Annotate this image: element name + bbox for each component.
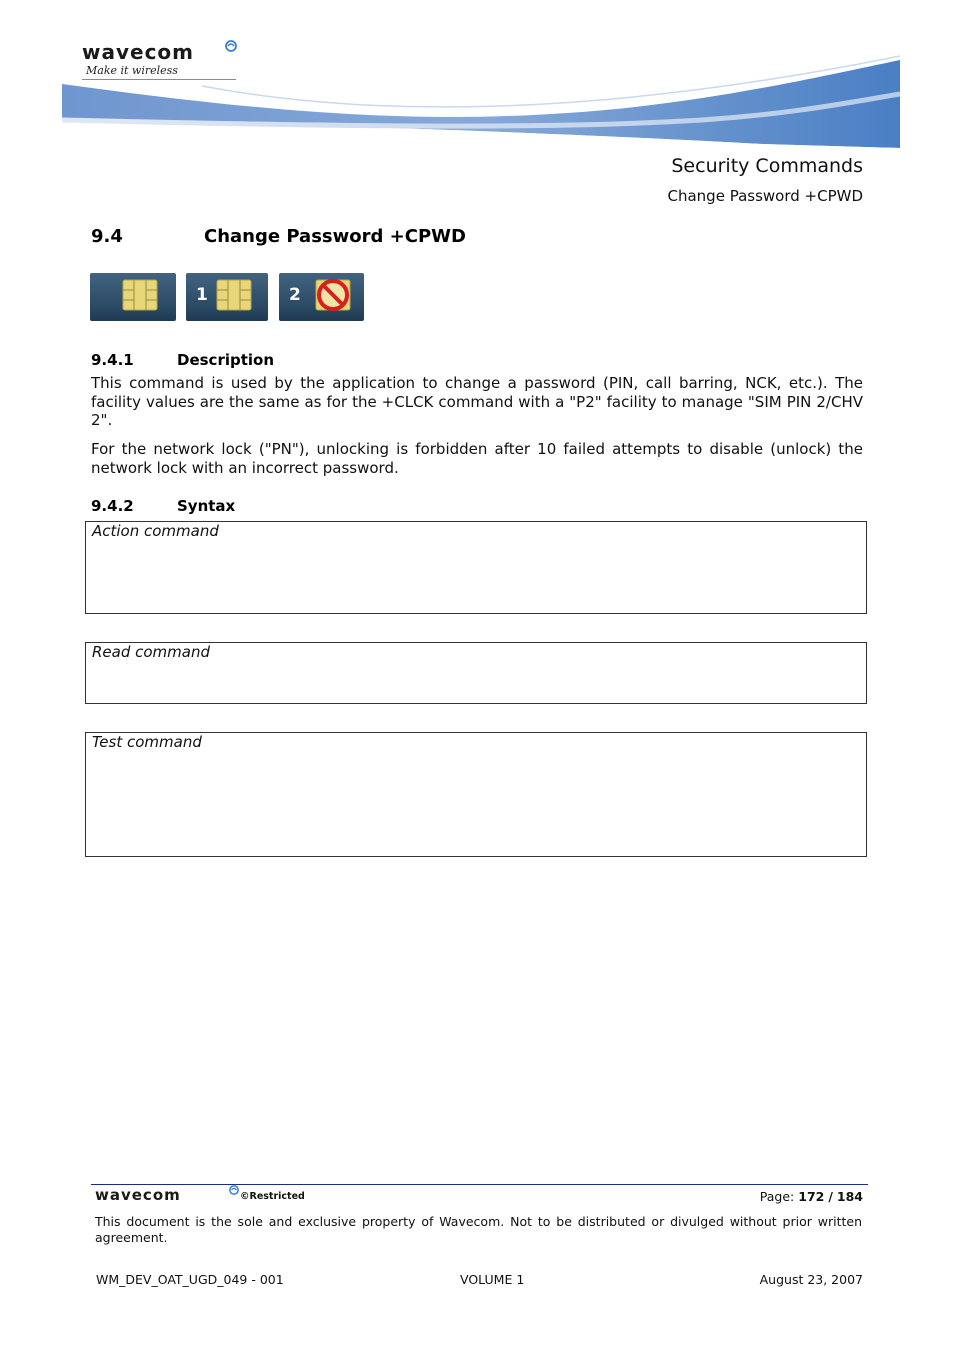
- page-label: Page:: [759, 1189, 795, 1204]
- section-number: 9.4: [91, 226, 123, 247]
- action-command-label: Action command: [92, 522, 219, 540]
- logo-swirl-icon: [225, 40, 237, 52]
- read-command-box: [85, 642, 867, 704]
- header-title: Security Commands: [671, 155, 863, 177]
- test-command-box: [85, 732, 867, 857]
- syntax-heading: Syntax: [177, 497, 236, 515]
- sim-badge-label: 1: [196, 285, 208, 305]
- page-separator: /: [828, 1189, 833, 1204]
- footer-notice: This document is the sole and exclusive property of Wavecom. Not to be distributed or divulged without prior written agreement.: [95, 1214, 862, 1245]
- footer-volume: VOLUME 1: [460, 1272, 525, 1287]
- description-paragraph: This command is used by the application to change a password (PIN, call barring, NCK, etc.). The facility values are the same as for the +CLCK command with a "P2" facility to manage "SIM PIN 2/CHV 2".: [91, 374, 863, 430]
- description-heading: Description: [177, 351, 275, 369]
- footer-logo-swirl-icon: [229, 1185, 239, 1195]
- sim-badge-1: [186, 273, 268, 321]
- header-subtitle: Change Password +CPWD: [667, 187, 863, 205]
- read-command-label: Read command: [92, 643, 211, 661]
- page-total: 184: [836, 1189, 863, 1204]
- section-title: Change Password +CPWD: [204, 226, 466, 247]
- test-command-label: Test command: [92, 733, 202, 751]
- sim-card-icon: [122, 279, 158, 311]
- sim-badge-any: [90, 273, 176, 321]
- sim-card-icon: [216, 279, 252, 311]
- sim-card-forbidden-icon: [315, 279, 351, 311]
- footer-date: August 23, 2007: [759, 1272, 863, 1287]
- footer-logo: wavecom: [95, 1186, 181, 1204]
- footer-rule: [91, 1184, 868, 1185]
- footer-page-number: [760, 1189, 863, 1204]
- footer-doc-id: WM_DEV_OAT_UGD_049 - 001: [96, 1272, 284, 1287]
- logo-wordmark: wavecom: [82, 40, 195, 64]
- sim-badge-2: [279, 273, 364, 321]
- description-number: 9.4.1: [91, 351, 134, 369]
- sim-badge-label: 2: [289, 285, 301, 305]
- syntax-number: 9.4.2: [91, 497, 134, 515]
- page-current: 172: [798, 1189, 825, 1204]
- description-paragraph: For the network lock ("PN"), unlocking is forbidden after 10 failed attempts to disable (unlock) the network lock with an incorrect password.: [91, 440, 863, 477]
- header-banner: [62, 54, 900, 152]
- logo-tagline: Make it wireless: [86, 64, 178, 77]
- action-command-box: [85, 521, 867, 614]
- footer-restricted: ©Restricted: [240, 1191, 305, 1202]
